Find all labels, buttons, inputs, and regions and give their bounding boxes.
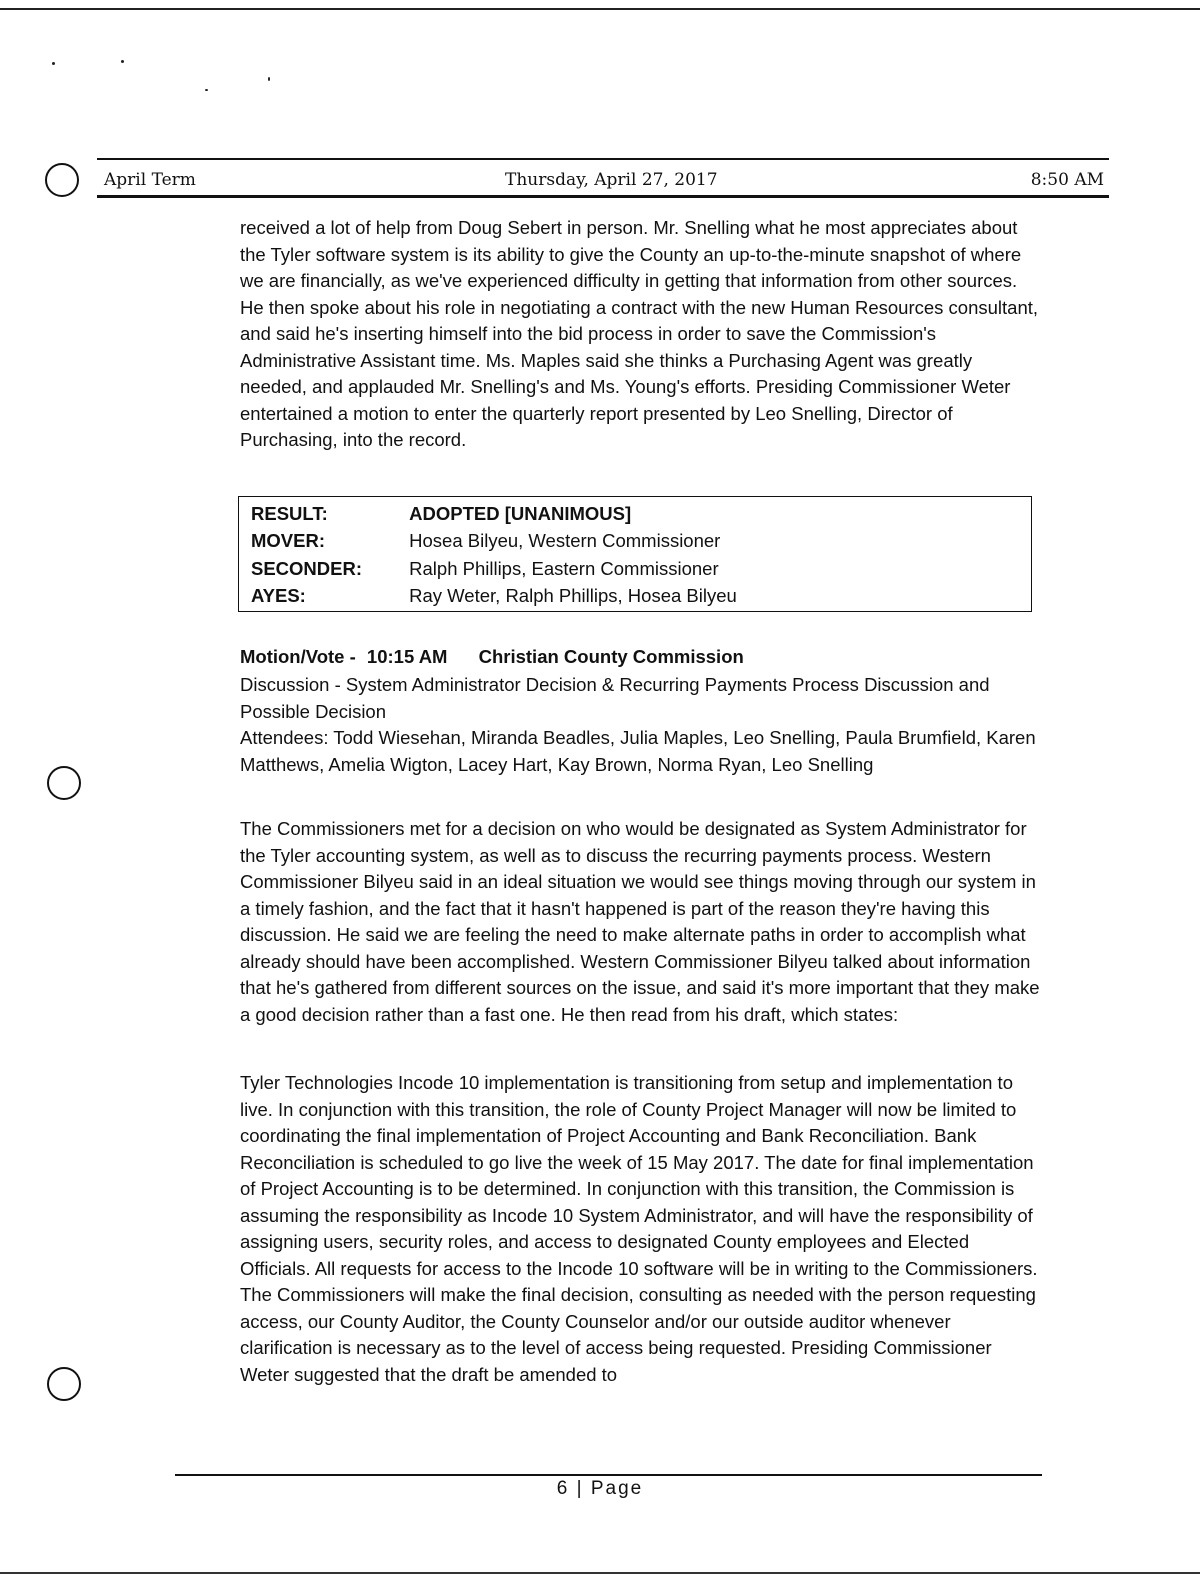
discussion-text: Discussion - System Administrator Decision & Recurring Payments Process Discussion and Possible Decision (240, 674, 990, 722)
punch-hole-top (45, 163, 79, 197)
scan-speck (52, 62, 55, 65)
motion-label: Motion/Vote - (240, 646, 356, 667)
ayes-value: Ray Weter, Ralph Phillips, Hosea Bilyeu (409, 585, 737, 606)
ayes-label: AYES: (251, 585, 306, 606)
scan-top-edge (0, 8, 1200, 10)
footer-rule (175, 1474, 1042, 1476)
body-section (240, 816, 1040, 1028)
seconder-label: SECONDER: (251, 558, 363, 579)
result-row (251, 501, 631, 527)
result-label: RESULT: (251, 503, 328, 524)
seconder-row (251, 556, 719, 582)
punch-hole-bottom (47, 1367, 81, 1401)
draft-paragraph: Tyler Technologies Incode 10 implementation is transitioning from setup and implementation to live. In conjunction with this transition, the role of County Project Manager will now be limited to coordinating the final implementation of Project Accounting and Bank Reconciliation. Bank Reconciliation is scheduled to go live the week of 15 May 2017. The date for final implementation of Project Accounting is to be determined. In conjunction with this transition, the Commission is assuming the responsibility as Incode 10 System Administrator, and will have the responsibility of assigning users, security roles, and access to designated County employees and Elected Officials. All requests for access to the Incode 10 software will be in writing to the Commissioners. The Commissioners will make the final decision, consulting as needed with the person requesting access, our County Auditor, the County Counselor and/or our outside auditor whenever clarification is necessary as to the level of access being requested. Presiding Commissioner Weter suggested that the draft be amended to (240, 1072, 1038, 1385)
header-bottom-rule (97, 195, 1109, 198)
punch-hole-middle (47, 766, 81, 800)
mover-value: Hosea Bilyeu, Western Commissioner (409, 530, 721, 551)
header-time: 8:50 AM (1030, 170, 1104, 190)
header-date: Thursday, April 27, 2017 (505, 170, 718, 190)
intro-paragraph: received a lot of help from Doug Sebert in person. Mr. Snelling what he most appreciates about the Tyler software system is its ability to give the County an up-to-the-minute snapshot of where we are financially, as we've experienced difficulty in getting that information from other sources. He then spoke about his role in negotiating a contract with the new Human Resources consultant, and said he's inserting himself into the bid process in order to save the Commission's Administrative Assistant time. Ms. Maples said she thinks a Purchasing Agent was greatly needed, and applauded Mr. Snelling's and Ms. Young's efforts. Presiding Commissioner Weter entertained a motion to enter the quarterly report presented by Leo Snelling, Director of Purchasing, into the record. (240, 217, 1039, 450)
mover-row (251, 528, 720, 554)
body-paragraph: The Commissioners met for a decision on who would be designated as System Administrator for the Tyler accounting system, as well as to discuss the recurring payments process. Western Commissioner Bilyeu said in an ideal situation we would see things moving through our system in a timely fashion, and the fact that it hasn't happened is part of the reason they're having this discussion. He said we are feeling the need to make alternate paths in order to accomplish what already should have been accomplished. Western Commissioner Bilyeu talked about information that he's gathered from different sources on the issue, and said it's more important that they make a good decision rather than a fast one. He then read from his draft, which states: (240, 818, 1040, 1025)
vote-result-box (238, 496, 1032, 612)
header-top-rule (97, 158, 1109, 160)
result-value: ADOPTED [UNANIMOUS] (409, 503, 632, 524)
mover-label: MOVER: (251, 530, 325, 551)
draft-section (240, 1070, 1040, 1388)
motion-body: Christian County Commission (478, 646, 744, 667)
scan-speck (268, 77, 270, 81)
intro-section (240, 215, 1040, 454)
scan-speck (121, 60, 124, 63)
seconder-value: Ralph Phillips, Eastern Commissioner (409, 558, 719, 579)
motion-heading (240, 646, 744, 668)
scan-speck (205, 89, 208, 91)
header-term: April Term (104, 170, 196, 190)
page-number: 6 | Page (556, 1478, 644, 1499)
attendees-text: Attendees: Todd Wiesehan, Miranda Beadles, Julia Maples, Leo Snelling, Paula Brumfield, Karen Matthews, Amelia Wigton, Lacey Hart, Kay Brown, Norma Ryan, Leo Snelling (240, 727, 1036, 775)
scan-bottom-edge (0, 1572, 1200, 1574)
motion-details (240, 672, 1040, 778)
motion-time: 10:15 AM (366, 646, 448, 667)
ayes-row (251, 583, 737, 609)
